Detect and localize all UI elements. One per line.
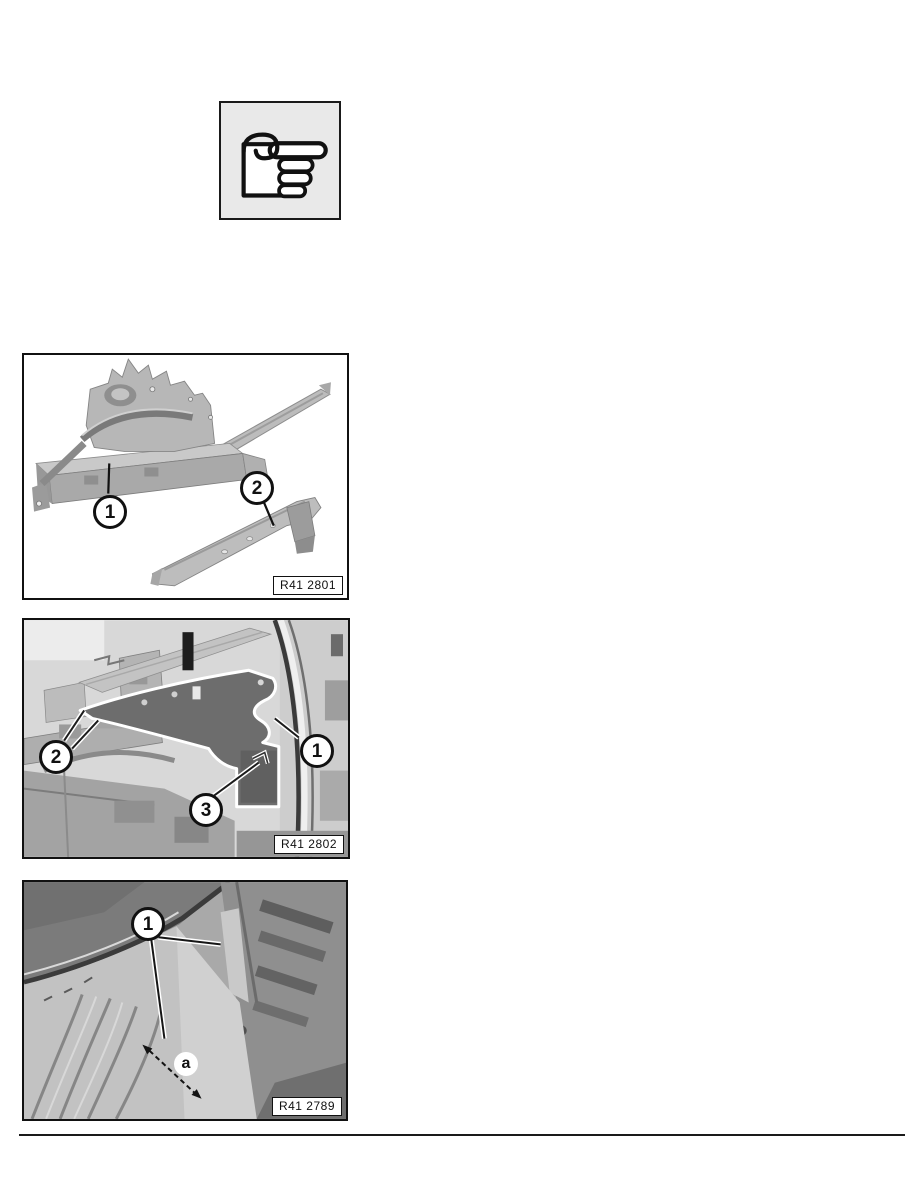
- callout-2: 2: [240, 471, 274, 505]
- callout-1: 1: [131, 907, 165, 941]
- page-footer-rule: [19, 1134, 905, 1136]
- figure-r41-2801-illustration: [24, 355, 347, 598]
- callout-1: 1: [300, 734, 334, 768]
- dimension-label-a: a: [174, 1052, 198, 1076]
- figure-r41-2801: [22, 353, 349, 600]
- figure-ref-label: R41 2789: [272, 1097, 342, 1116]
- pointing-hand-icon: [223, 105, 337, 216]
- callout-1: 1: [93, 495, 127, 529]
- note-icon-box: [219, 101, 341, 220]
- callout-2: 2: [39, 740, 73, 774]
- figure-r41-2802: [22, 618, 350, 859]
- callout-3: 3: [189, 793, 223, 827]
- figure-ref-label: R41 2802: [274, 835, 344, 854]
- figure-r41-2789: [22, 880, 348, 1121]
- figure-r41-2802-illustration: [24, 620, 348, 857]
- figure-ref-label: R41 2801: [273, 576, 343, 595]
- figure-r41-2789-illustration: [24, 882, 346, 1119]
